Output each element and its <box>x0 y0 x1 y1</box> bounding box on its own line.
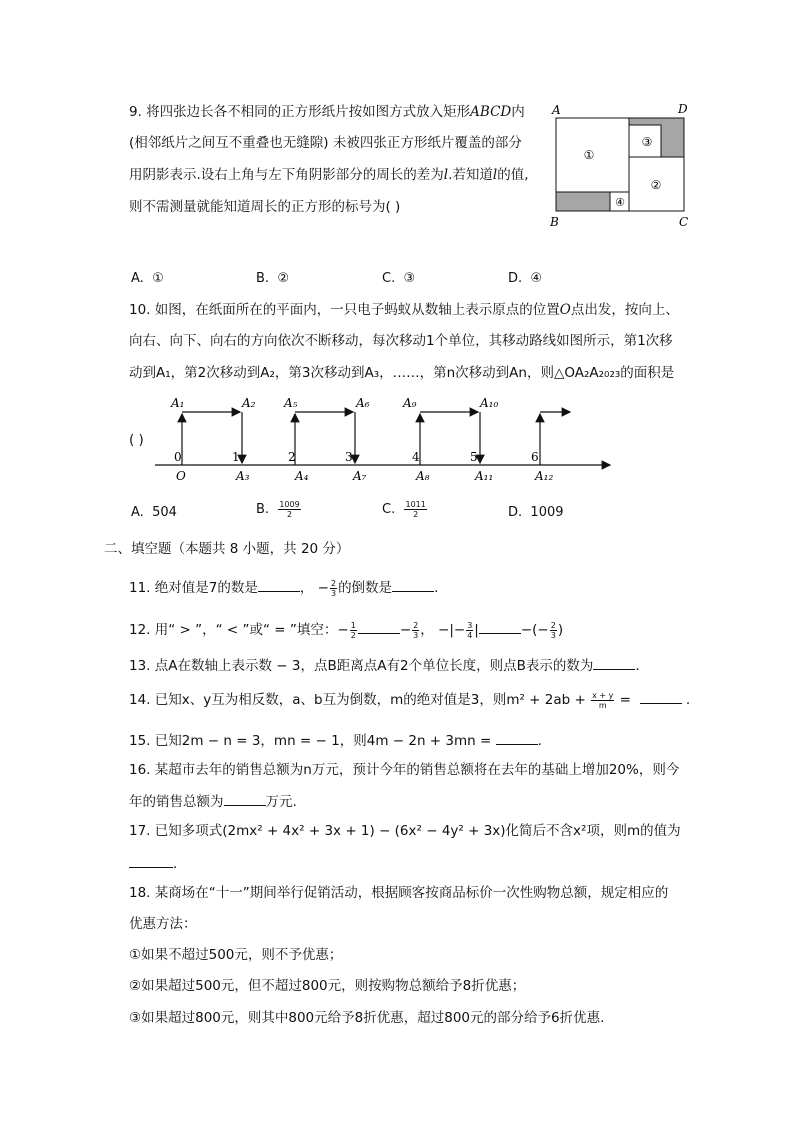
q10-label-a3: A₃ <box>236 469 250 483</box>
q18-line1: 18. 某商场在“十一”期间举行促销活动，根据顾客按商品标价一次性购物总额，规定相应的 <box>129 885 669 901</box>
q10-line2: 向右、向下、向右的方向依次不断移动，每次移动1个单位，其移动路线如图所示，第1次移 <box>129 333 673 349</box>
q10-label-a1: A₁ <box>171 396 185 410</box>
q18-rule-3: ③如果超过800元，则其中800元给予8折优惠，超过800元的部分给予6折优惠. <box>129 1010 605 1026</box>
q9-choice-b[interactable]: B. ② <box>256 271 289 286</box>
q9-line2: (相邻纸片之间互不重叠也无缝隙) 未被四张正方形纸片覆盖的部分 <box>129 135 522 151</box>
q10-label-a9: A₉ <box>403 396 417 410</box>
q9-choice-a[interactable]: A. ① <box>131 271 164 286</box>
q10-line3: 动到A₁，第2次移动到A₂，第3次移动到A₃，……，第n次移动到An，则△OA₂A₂₀₂₃的面积是 <box>129 365 675 381</box>
q10-choice-b-fraction: $\frac{1009}{2}$ <box>279 500 300 519</box>
q10-choice-c[interactable]: C. $\frac{1011}{2}$ <box>382 500 426 519</box>
q9-label-4: ④ <box>615 196 625 209</box>
q9-label-3: ③ <box>641 135 653 149</box>
q9-label-2: ② <box>650 178 662 192</box>
q17-line1: 17. 已知多项式(2mx² + 4x² + 3x + 1) − (6x² − 4y² + 3x)化简后不含x²项，则m的值为 <box>129 823 681 839</box>
q10-figure <box>150 392 620 487</box>
q10-line1: 10. 如图，在纸面所在的平面内，一只电子蚂蚁从数轴上表示原点的位置O点出发，按向上、 <box>129 302 679 318</box>
q10-label-o: O <box>176 469 186 483</box>
q16-blank[interactable] <box>224 791 266 806</box>
q18-line2: 优惠方法： <box>129 916 197 932</box>
q9-shade-bottom-left <box>556 192 610 211</box>
q11-blank-2[interactable] <box>392 577 434 592</box>
q10-choice-d[interactable]: D. 1009 <box>508 505 564 520</box>
q9-line4: 则不需测量就能知道周长的正方形的标号为( ) <box>129 199 401 215</box>
section-2-title: 二、填空题（本题共 8 小题，共 20 分） <box>104 541 350 557</box>
q10-label-a4: A₄ <box>295 469 309 483</box>
q10-num-4: 4 <box>412 450 420 464</box>
q10-label-a11: A₁₁ <box>475 469 494 483</box>
q12: 12. 用“ > ”，“ < ”或“ = ”填空：− $\frac{1}{2}$ − $\frac{2}{3}$ ， −|− $\frac{3}{4}$ | −(− $\frac{2}{3}$ ) <box>129 620 564 640</box>
q10-label-a5: A₅ <box>284 396 298 410</box>
q10-label-a10: A₁₀ <box>480 396 499 410</box>
q10-label-a8: A₈ <box>416 469 430 483</box>
q10-num-0: 0 <box>174 450 182 464</box>
q10-choice-a[interactable]: A. 504 <box>131 505 177 520</box>
q9-corner-d: D <box>678 102 688 116</box>
q9-line1: 9. 将四张边长各不相同的正方形纸片按如图方式放入矩形ABCD内 <box>129 104 525 120</box>
q10-num-2: 2 <box>288 450 296 464</box>
q18-rule-2: ②如果超过500元，但不超过800元，则按购物总额给予8折优惠； <box>129 978 526 994</box>
q14: 14. 已知x、y互为相反数，a、b互为倒数，m的绝对值是3，则m² + 2ab + $\frac{x + y}{m}$ = . <box>129 690 691 710</box>
q15: 15. 已知2m − n = 3，mn = − 1，则4m − 2n + 3mn = . <box>129 730 542 750</box>
q10-num-6: 6 <box>531 450 539 464</box>
q11-blank-1[interactable] <box>258 577 300 592</box>
q10-path <box>182 412 570 465</box>
q17-line2: . <box>129 853 177 873</box>
q12-blank-1[interactable] <box>358 619 400 634</box>
q13-blank[interactable] <box>593 655 635 670</box>
q13: 13. 点A在数轴上表示数 − 3，点B距离点A有2个单位长度，则点B表示的数为 . <box>129 655 640 675</box>
q9-choice-d[interactable]: D. ④ <box>508 271 543 286</box>
q9-corner-a: A <box>552 103 561 117</box>
q10-label-a12: A₁₂ <box>535 469 554 483</box>
q15-blank[interactable] <box>496 730 538 745</box>
q10-num-1: 1 <box>232 450 240 464</box>
q10-label-a7: A₇ <box>353 469 367 483</box>
q9-figure <box>546 100 696 230</box>
q16-line2: 年的销售总额为 万元. <box>129 791 297 811</box>
q17-blank[interactable] <box>129 853 173 868</box>
q14-blank[interactable] <box>640 689 682 704</box>
q10-choice-c-fraction: $\frac{1011}{2}$ <box>405 500 426 519</box>
q11: 11. 绝对值是7的数是 ， − $\frac{2}{3}$ 的倒数是 . <box>129 578 439 598</box>
q10-num-5: 5 <box>470 450 478 464</box>
q16-line1: 16. 某超市去年的销售总额为n万元，预计今年的销售总额将在去年的基础上增加20%，则今 <box>129 762 680 778</box>
q12-blank-2[interactable] <box>479 619 521 634</box>
q9-corner-b: B <box>550 215 559 229</box>
q10-num-3: 3 <box>345 450 353 464</box>
q10-label-a2: A₂ <box>242 396 256 410</box>
q10-label-a6: A₆ <box>356 396 370 410</box>
q10-choice-b[interactable]: B. $\frac{1009}{2}$ <box>256 500 300 519</box>
q9-corner-c: C <box>679 215 689 229</box>
q9-label-1: ① <box>583 148 595 162</box>
q9-line3: 用阴影表示.设右上角与左下角阴影部分的周长的差为l.若知道l的值, <box>129 167 529 183</box>
q9-choice-c[interactable]: C. ③ <box>382 271 416 286</box>
q18-rule-1: ①如果不超过500元，则不予优惠； <box>129 947 343 963</box>
q10-paren: ( ) <box>129 432 144 448</box>
